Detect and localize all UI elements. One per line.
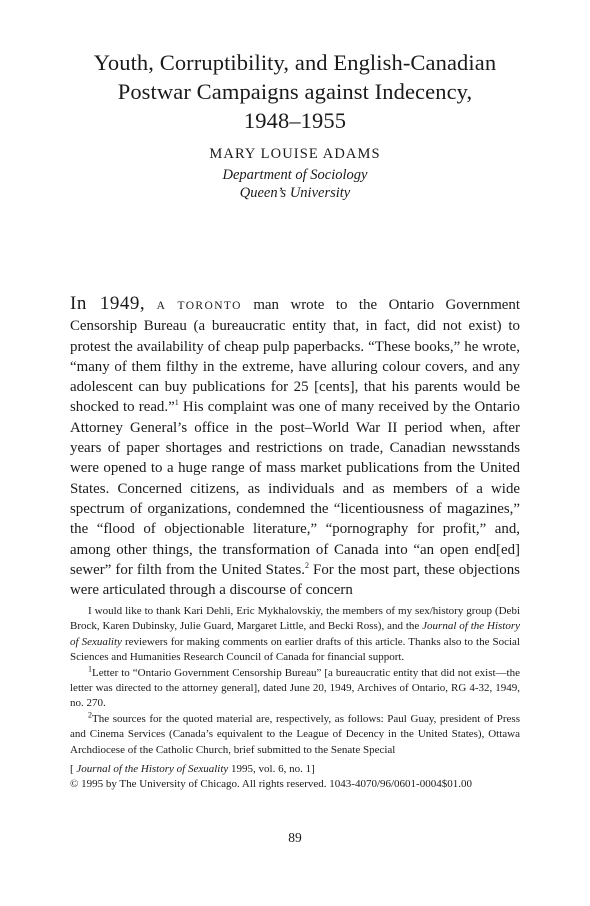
title-line-2: Postwar Campaigns against Indecency, bbox=[117, 79, 473, 104]
author-affiliation bbox=[70, 166, 520, 202]
copyright-line: © 1995 by The University of Chicago. All rights reserved. 1043-4070/96/0601-0004$01.00 bbox=[70, 778, 472, 791]
smallcaps-opening: A TORONTO bbox=[156, 300, 242, 312]
body-text-part-3: For the most part, these objections were articulated through a discourse of concern bbox=[70, 561, 520, 599]
footnote-ref-2: 2 bbox=[304, 560, 309, 570]
title-line-1: Youth, Corruptibility, and English-Canadian bbox=[93, 50, 497, 75]
body-text-part-2: His complaint was one of many received by the Ontario Attorney General’s office in the post–World War II period when, after years of paper shortages and restrictions on trade, Canadian newsstands were opened to a huge range of mass market publications from the United States. Concerned citizens, as individuals and as members of a wide spectrum of organizations, condemned the “licentiousness of magazines,” the “flood of objectionable literature,” “pornography for profit,” and, among other things, the transformation of Canada into “an open end[ed] sewer” for filth from the United States. bbox=[70, 399, 520, 578]
page-number: 89 bbox=[288, 830, 302, 845]
footnote-1-text: Letter to “Ontario Government Censorship Bureau” [a bureaucratic entity that did not exist—the letter was directed to the attorney general], dated June 20, 1949, Archives of Ontario, RG 4-32, 1949, no. 270. bbox=[70, 666, 520, 710]
ack-journal-name: Journal of the History of Sexuality bbox=[70, 620, 521, 648]
ack-text-1: I would like to thank Kari Dehli, Eric Mykhalovskiy, the members of my sex/history group (Debi Brock, Karen Dubinsky, Julie Guard, Margaret Little, and Becki Ross), and the bbox=[70, 605, 520, 633]
affiliation-department: Department of Sociology bbox=[222, 167, 368, 183]
journal-bracket: [ bbox=[70, 763, 77, 775]
footnotes bbox=[70, 604, 520, 758]
article-title bbox=[70, 48, 520, 135]
footnote-1 bbox=[70, 663, 520, 712]
affiliation-university: Queen’s University bbox=[239, 185, 351, 201]
dropcap-opening: In 1949, bbox=[70, 293, 146, 314]
footnote-acknowledgment bbox=[70, 604, 520, 666]
journal-citation bbox=[70, 762, 520, 793]
footnote-2-text: The sources for the quoted material are, respectively, as follows: Paul Guay, president of Press and Cinema Services (Canada’s equivalent to the League of Decency in the United States), Ottawa Archdiocese of the Catholic Church, brief submitted to the Senate Special bbox=[70, 712, 520, 756]
body-paragraph bbox=[70, 294, 520, 600]
footnote-2-mark: 2 bbox=[88, 710, 92, 720]
journal-issue bbox=[70, 762, 520, 777]
title-line-3: 1948–1955 bbox=[243, 108, 347, 133]
body-text-part-1: man wrote to the Ontario Government Censorship Bureau (a bureaucratic entity that, in fact, did not exist) to protest the availability of cheap pulp paperbacks. “These books,” he wrote, “many of them filthy in the extreme, have alluring colour covers, and any adolescent can buy publications for 25 [cents], that his parents would be shocked to read.” bbox=[70, 297, 520, 416]
author-name: MARY LOUISE ADAMS bbox=[209, 146, 381, 162]
footnote-2 bbox=[70, 712, 520, 758]
journal-name: Journal of the History of Sexuality bbox=[76, 763, 229, 775]
footnote-ref-1: 1 bbox=[174, 398, 179, 408]
footnote-1-mark: 1 bbox=[88, 663, 92, 673]
journal-details: 1995, vol. 6, no. 1] bbox=[228, 763, 315, 775]
ack-text-2: reviewers for making comments on earlier drafts of this article. Thanks also to the Social Sciences and Humanities Research Council of Canada for financial support. bbox=[70, 635, 520, 664]
